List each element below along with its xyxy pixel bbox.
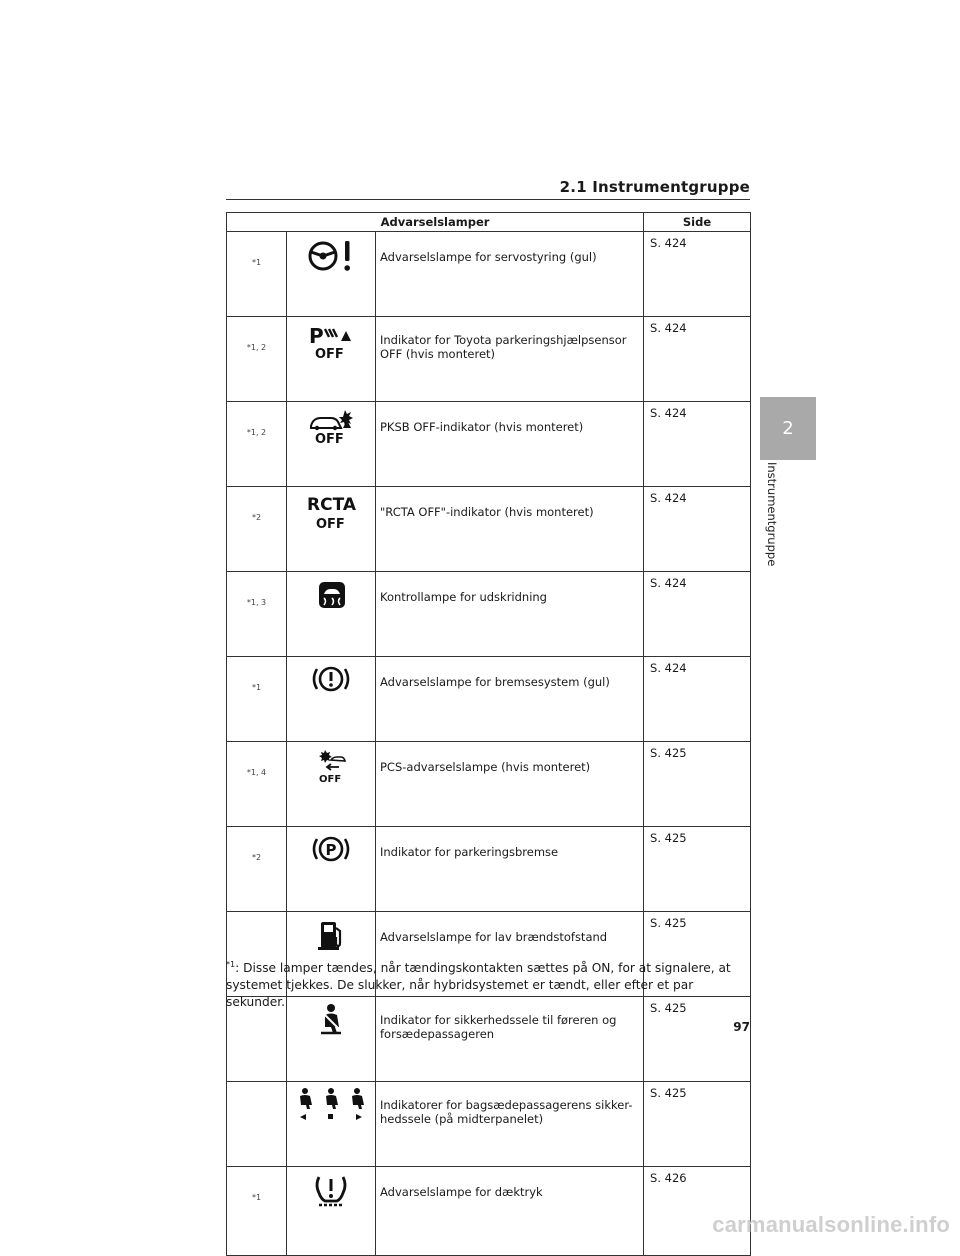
row-description: Advarselslampe for lav brændstofstand	[376, 912, 644, 997]
svg-text:P: P	[309, 324, 324, 348]
row-note: *2	[227, 827, 287, 912]
watermark-text: carmanualsonline.info	[712, 1212, 950, 1237]
chapter-tab-label: Instrumentgruppe	[765, 462, 779, 567]
row-page-ref: S. 425	[644, 1082, 751, 1167]
footnote-text: : Disse lamper tændes, når tændingskontakten sættes på ON, for at signalere, at systemet tjekkes. De slukker, når hybridsystemet er tændt, eller efter et par sekunder.	[226, 961, 731, 1010]
svg-text:OFF: OFF	[315, 432, 344, 446]
svg-text:OFF: OFF	[315, 347, 344, 361]
row-page-ref: S. 425	[644, 827, 751, 912]
parking-brake-icon	[303, 831, 359, 871]
header-divider	[226, 199, 750, 200]
chapter-tab: 2	[760, 397, 816, 460]
section-header: 2.1 Instrumentgruppe	[559, 178, 750, 196]
tire-pressure-warning-icon	[303, 1171, 359, 1211]
table-row	[227, 232, 751, 317]
table-row	[227, 487, 751, 572]
row-note: *1, 4	[227, 742, 287, 827]
table-row	[227, 742, 751, 827]
row-note: *2	[227, 487, 287, 572]
rcta-off-icon	[303, 491, 359, 531]
row-description: "RCTA OFF"-indikator (hvis monteret)	[376, 487, 644, 572]
row-description: PCS-advarselslampe (hvis monteret)	[376, 742, 644, 827]
row-note: *1	[227, 657, 287, 742]
row-note: *1	[227, 1167, 287, 1256]
row-page-ref: S. 424	[644, 317, 751, 402]
row-page-ref: S. 424	[644, 402, 751, 487]
table-row	[227, 317, 751, 402]
page-number: 97	[733, 1020, 750, 1034]
low-fuel-icon	[303, 916, 359, 956]
row-note: *1, 2	[227, 402, 287, 487]
table-row	[227, 572, 751, 657]
svg-text:OFF: OFF	[316, 517, 345, 531]
row-page-ref: S. 425	[644, 742, 751, 827]
row-page-ref: S. 424	[644, 232, 751, 317]
row-description: Advarselslampe for bremsesystem (gul)	[376, 657, 644, 742]
footnote	[226, 956, 756, 1011]
row-note: *1, 3	[227, 572, 287, 657]
row-page-ref: S. 425	[644, 997, 751, 1082]
brake-system-warning-icon	[303, 661, 359, 701]
row-note: *1, 2	[227, 317, 287, 402]
column-header-lamps: Advarselslamper	[227, 213, 644, 232]
power-steering-warning-icon	[303, 236, 359, 276]
table-row	[227, 1082, 751, 1167]
row-page-ref: S. 424	[644, 487, 751, 572]
row-description: Indikatorer for bagsædepassagerens sikker-hedssele (på midterpanelet)	[376, 1082, 644, 1167]
slip-indicator-icon	[303, 576, 359, 616]
footnote-mark: *1	[226, 960, 236, 969]
row-description: Advarselslampe for dæktryk	[376, 1167, 644, 1256]
table-row	[227, 402, 751, 487]
row-description: PKSB OFF-indikator (hvis monteret)	[376, 402, 644, 487]
row-description: Indikator for sikkerhedssele til føreren og forsædepassageren	[376, 997, 644, 1082]
row-page-ref: S. 424	[644, 657, 751, 742]
table-row	[227, 1167, 751, 1256]
column-header-page: Side	[644, 213, 751, 232]
row-note: *1	[227, 232, 287, 317]
row-note	[227, 1082, 287, 1167]
pcs-warning-icon	[303, 746, 359, 786]
rear-seatbelt-reminder-icon	[293, 1086, 369, 1126]
svg-text:P: P	[325, 841, 337, 859]
table-row	[227, 827, 751, 912]
row-page-ref: S. 426	[644, 1167, 751, 1256]
row-description: Indikator for parkeringsbremse	[376, 827, 644, 912]
svg-text:OFF: OFF	[319, 774, 342, 785]
row-description: Kontrollampe for udskridning	[376, 572, 644, 657]
row-description: Indikator for Toyota parkeringshjælpsensor OFF (hvis monteret)	[376, 317, 644, 402]
parking-sensor-off-icon	[303, 321, 359, 361]
pksb-off-icon	[303, 406, 359, 446]
row-page-ref: S. 424	[644, 572, 751, 657]
row-page-ref: S. 425	[644, 912, 751, 997]
table-row	[227, 657, 751, 742]
row-description: Advarselslampe for servostyring (gul)	[376, 232, 644, 317]
svg-text:RCTA: RCTA	[307, 495, 356, 515]
table-header-row	[227, 213, 751, 232]
warning-lamps-table	[226, 212, 751, 1256]
